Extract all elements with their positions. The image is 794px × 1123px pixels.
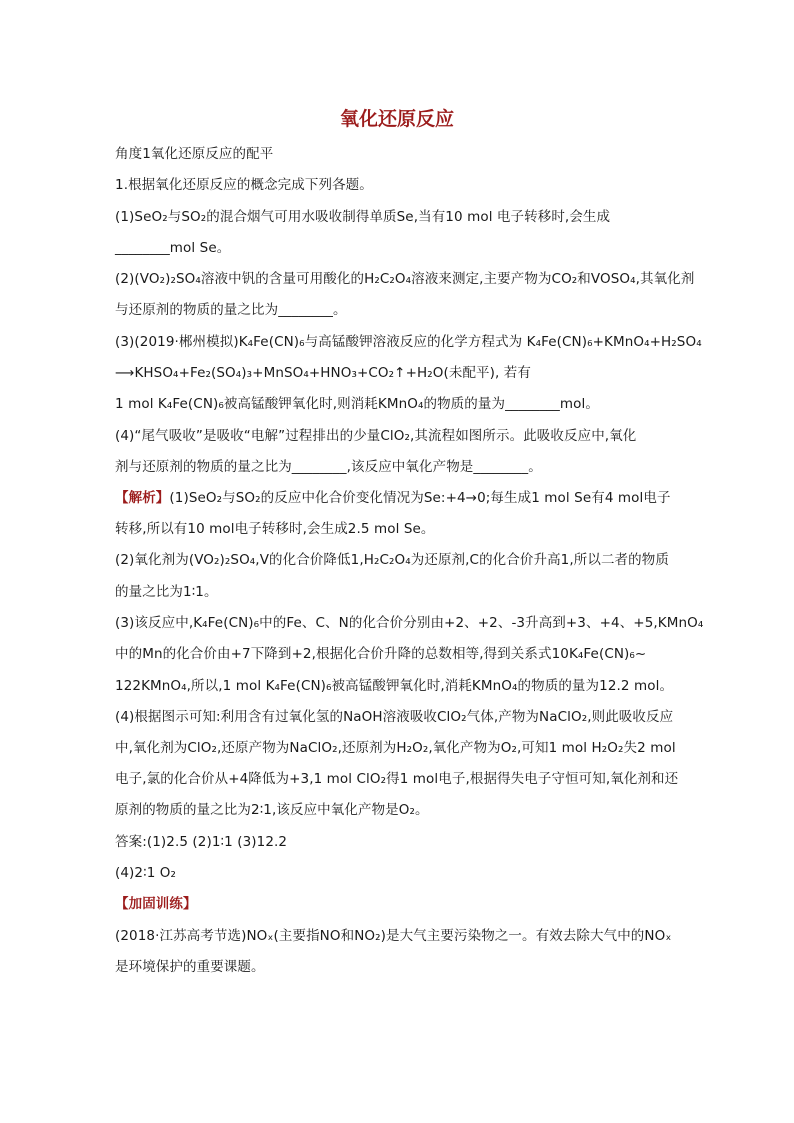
text-line: 的量之比为1∶1。 <box>115 584 218 600</box>
answer-line: 答案:(1)2.5 (2)1∶1 (3)12.2 <box>115 834 288 850</box>
text-line: ________mol Se。 <box>115 240 231 256</box>
text-line: ⟶KHSO₄+Fe₂(SO₄)₃+MnSO₄+HNO₃+CO₂↑+H₂O(未配平), 若有 <box>115 365 531 381</box>
text-line: (3)该反应中,K₄Fe(CN)₆中的Fe、C、N的化合价分别由+2、+2、-3升高到+3、+4、+5,KMnO₄ <box>115 615 704 631</box>
text-line: 电子,氯的化合价从+4降低为+3,1 mol ClO₂得1 mol电子,根据得失电子守恒可知,氧化剂和还 <box>115 771 679 787</box>
text-line: (4)“尾气吸收”是吸收“电解”过程排出的少量ClO₂,其流程如图所示。此吸收反应中,氧化 <box>115 428 637 444</box>
text-line: (2018·江苏高考节选)NOₓ(主要指NO和NO₂)是大气主要污染物之一。有效去除大气中的NOₓ <box>115 928 672 944</box>
text-line: 122KMnO₄,所以,1 mol K₄Fe(CN)₆被高锰酸钾氧化时,消耗KMnO₄的物质的量为12.2 mol。 <box>115 678 674 694</box>
text-line: 原剂的物质的量之比为2∶1,该反应中氧化产物是O₂。 <box>115 802 429 818</box>
text-line: (3)(2019·郴州模拟)K₄Fe(CN)₆与高锰酸钾溶液反应的化学方程式为 K₄Fe(CN)₆+KMnO₄+H₂SO₄ <box>115 334 702 350</box>
text-line: (1)SeO₂与SO₂的混合烟气可用水吸收制得单质Se,当有10 mol 电子转移时,会生成 <box>115 209 611 225</box>
text-line: 中的Mn的化合价由+7下降到+2,根据化合价升降的总数相等,得到关系式10K₄Fe(CN)₆~ <box>115 646 647 662</box>
page-title: 氧化还原反应 <box>339 108 454 130</box>
reinforce-label: 【加固训练】 <box>115 896 197 912</box>
text-line: (2)(VO₂)₂SO₄溶液中钒的含量可用酸化的H₂C₂O₄溶液来测定,主要产物为CO₂和VOSO₄,其氧化剂 <box>115 271 695 287</box>
text-line: (4)根据图示可知:利用含有过氧化氢的NaOH溶液吸收ClO₂气体,产物为NaClO₂,则此吸收反应 <box>115 709 674 725</box>
text-line: 角度1氧化还原反应的配平 <box>115 146 274 162</box>
text-line: 剂与还原剂的物质的量之比为________,该反应中氧化产物是________。 <box>115 459 542 475</box>
text-line: 中,氧化剂为ClO₂,还原产物为NaClO₂,还原剂为H₂O₂,氧化产物为O₂,可知1 mol H₂O₂失2 mol <box>115 740 676 756</box>
reinforce-heading <box>115 894 685 914</box>
answer-line: (4)2∶1 O₂ <box>115 865 177 881</box>
text-line: 与还原剂的物质的量之比为________。 <box>115 302 347 318</box>
text-line: 是环境保护的重要课题。 <box>115 959 265 975</box>
text-line: 转移,所以有10 mol电子转移时,会生成2.5 mol Se。 <box>115 521 435 537</box>
text-line: 1 mol K₄Fe(CN)₆被高锰酸钾氧化时,则消耗KMnO₄的物质的量为________mol。 <box>115 396 599 412</box>
text-line: 1.根据氧化还原反应的概念完成下列各题。 <box>115 177 373 193</box>
analysis-label: 【解析】 <box>115 490 170 506</box>
text-line: (2)氧化剂为(VO₂)₂SO₄,V的化合价降低1,H₂C₂O₄为还原剂,C的化合价升高1,所以二者的物质 <box>115 552 669 568</box>
analysis-line: 【解析】(1)SeO₂与SO₂的反应中化合价变化情况为Se:+4→0;每生成1 mol Se有4 mol电子 <box>115 490 671 506</box>
